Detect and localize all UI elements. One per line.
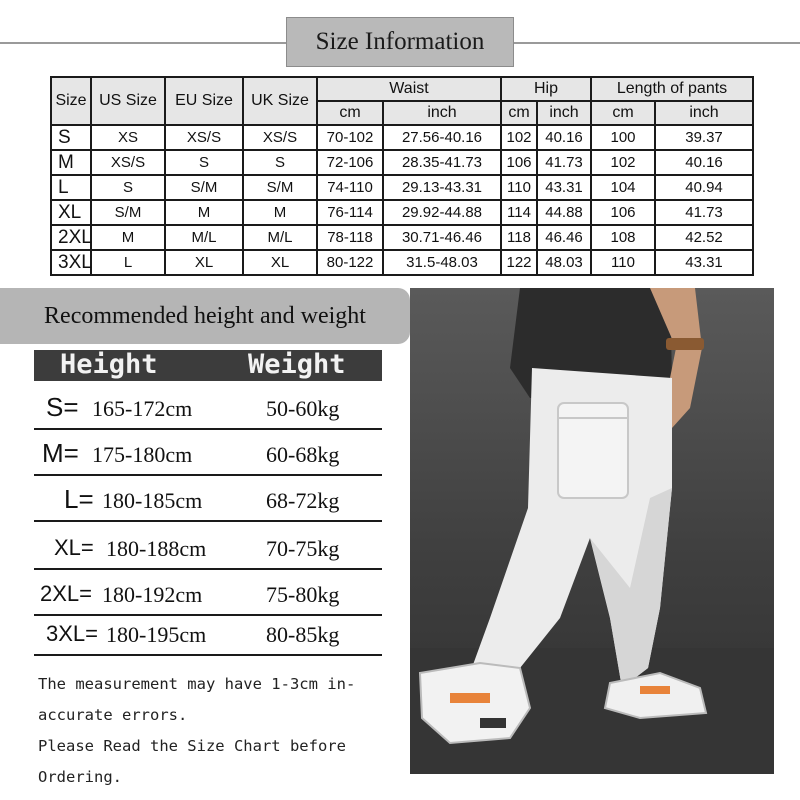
header-hip: Hip: [501, 77, 591, 101]
row-divider: [34, 428, 382, 430]
hw-row: [34, 612, 382, 656]
note-line: Please Read the Size Chart before: [38, 737, 346, 755]
cell-hip-inch: 44.88: [537, 200, 591, 225]
cell-hip-cm: 122: [501, 250, 537, 275]
cell-eu: M: [165, 200, 243, 225]
header-length-inch: inch: [655, 101, 753, 125]
cell-uk: XS/S: [243, 125, 317, 150]
row-divider: [34, 474, 382, 476]
hw-size: 2XL=: [40, 581, 92, 606]
cell-size: L: [51, 175, 91, 200]
cell-waist-cm: 80-122: [317, 250, 383, 275]
cell-size: 2XL: [51, 225, 91, 250]
model-wearing-pants-illustration: [410, 288, 774, 774]
cell-waist-inch: 28.35-41.73: [383, 150, 501, 175]
hw-row: [34, 478, 382, 522]
cell-us: XS/S: [91, 150, 165, 175]
product-photo: [410, 288, 774, 774]
cell-uk: M/L: [243, 225, 317, 250]
hw-size: XL=: [54, 535, 94, 560]
hw-row: [34, 572, 382, 616]
note-line: The measurement may have 1-3cm in-: [38, 675, 356, 693]
hw-height: 165-172cm: [92, 396, 193, 421]
cell-hip-cm: 114: [501, 200, 537, 225]
cell-length-cm: 110: [591, 250, 655, 275]
cell-uk: S: [243, 150, 317, 175]
hw-height: 180-185cm: [102, 488, 203, 513]
cell-waist-inch: 30.71-46.46: [383, 225, 501, 250]
cell-hip-inch: 43.31: [537, 175, 591, 200]
row-divider: [34, 520, 382, 522]
cell-us: S/M: [91, 200, 165, 225]
cell-waist-inch: 27.56-40.16: [383, 125, 501, 150]
cell-uk: M: [243, 200, 317, 225]
table-row: [51, 250, 753, 275]
cell-hip-cm: 110: [501, 175, 537, 200]
hw-height: 180-195cm: [106, 622, 207, 647]
cell-waist-cm: 72-106: [317, 150, 383, 175]
note-line: accurate errors.: [38, 706, 188, 724]
header-height: Height: [60, 349, 158, 380]
note-line: Ordering.: [38, 768, 122, 786]
header-waist-cm: cm: [317, 101, 383, 125]
header-waist-inch: inch: [383, 101, 501, 125]
cell-length-cm: 100: [591, 125, 655, 150]
size-chart-table: [50, 76, 754, 276]
hw-weight: 70-75kg: [266, 536, 340, 561]
header-uk-size: UK Size: [243, 77, 317, 125]
cell-waist-cm: 76-114: [317, 200, 383, 225]
cell-uk: S/M: [243, 175, 317, 200]
height-weight-header: [34, 350, 382, 381]
title-rule-left: [0, 42, 286, 44]
cell-length-inch: 39.37: [655, 125, 753, 150]
cell-size: M: [51, 150, 91, 175]
hw-size: 3XL=: [46, 621, 98, 646]
hw-height: 175-180cm: [92, 442, 193, 467]
cell-waist-inch: 29.92-44.88: [383, 200, 501, 225]
header-us-size: US Size: [91, 77, 165, 125]
row-divider: [34, 568, 382, 570]
hw-height: 180-192cm: [102, 582, 203, 607]
table-row: [51, 175, 753, 200]
header-waist: Waist: [317, 77, 501, 101]
table-row: [51, 150, 753, 175]
cell-length-cm: 108: [591, 225, 655, 250]
hw-weight: 60-68kg: [266, 442, 340, 467]
cell-hip-cm: 106: [501, 150, 537, 175]
cell-hip-inch: 48.03: [537, 250, 591, 275]
cell-us: M: [91, 225, 165, 250]
cell-us: XS: [91, 125, 165, 150]
cell-eu: XS/S: [165, 125, 243, 150]
cell-length-inch: 43.31: [655, 250, 753, 275]
hw-weight: 75-80kg: [266, 582, 340, 607]
cell-length-inch: 40.94: [655, 175, 753, 200]
header-eu-size: EU Size: [165, 77, 243, 125]
cell-waist-cm: 78-118: [317, 225, 383, 250]
cell-eu: S: [165, 150, 243, 175]
row-divider: [34, 654, 382, 656]
cell-hip-inch: 40.16: [537, 125, 591, 150]
header-length-cm: cm: [591, 101, 655, 125]
cell-eu: M/L: [165, 225, 243, 250]
hw-row: [34, 432, 382, 476]
cell-eu: XL: [165, 250, 243, 275]
cell-waist-inch: 31.5-48.03: [383, 250, 501, 275]
cell-waist-cm: 74-110: [317, 175, 383, 200]
hw-size: L=: [64, 484, 94, 514]
hw-row: [34, 386, 382, 430]
cell-size: XL: [51, 200, 91, 225]
cell-length-inch: 40.16: [655, 150, 753, 175]
cell-length-cm: 106: [591, 200, 655, 225]
header-length-of-pants: Length of pants: [591, 77, 753, 101]
cell-length-inch: 41.73: [655, 200, 753, 225]
hw-weight: 50-60kg: [266, 396, 340, 421]
cell-uk: XL: [243, 250, 317, 275]
recommended-title: Recommended height and weight: [0, 288, 410, 344]
cell-hip-cm: 118: [501, 225, 537, 250]
table-row: [51, 125, 753, 150]
hw-weight: 80-85kg: [266, 622, 340, 647]
cell-hip-inch: 41.73: [537, 150, 591, 175]
header-hip-inch: inch: [537, 101, 591, 125]
cell-waist-inch: 29.13-43.31: [383, 175, 501, 200]
table-row: [51, 200, 753, 225]
cell-size: S: [51, 125, 91, 150]
cell-size: 3XL: [51, 250, 91, 275]
header-hip-cm: cm: [501, 101, 537, 125]
cell-length-cm: 102: [591, 150, 655, 175]
cell-hip-inch: 46.46: [537, 225, 591, 250]
cell-length-inch: 42.52: [655, 225, 753, 250]
hw-weight: 68-72kg: [266, 488, 340, 513]
hw-row: [34, 526, 382, 570]
hw-size: M=: [42, 438, 79, 468]
cell-eu: S/M: [165, 175, 243, 200]
cell-us: S: [91, 175, 165, 200]
header-weight: Weight: [248, 349, 346, 380]
cell-waist-cm: 70-102: [317, 125, 383, 150]
title-rule-right: [514, 42, 800, 44]
size-information-title: Size Information: [286, 17, 514, 67]
hw-height: 180-188cm: [106, 536, 207, 561]
cell-us: L: [91, 250, 165, 275]
cell-length-cm: 104: [591, 175, 655, 200]
header-size: Size: [51, 77, 91, 125]
hw-size: S=: [46, 392, 79, 422]
cell-hip-cm: 102: [501, 125, 537, 150]
table-row: [51, 225, 753, 250]
